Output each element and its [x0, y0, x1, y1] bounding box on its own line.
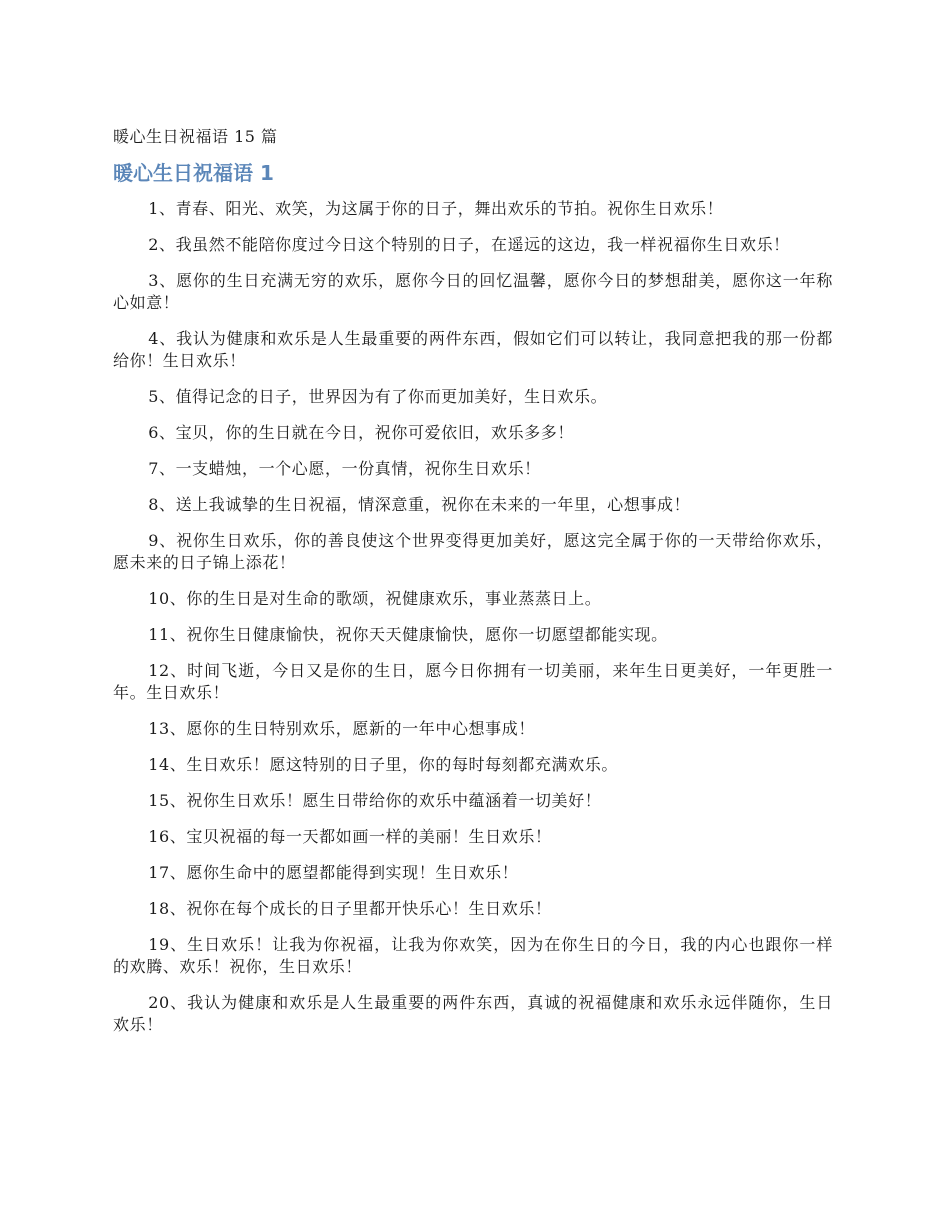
document-title: 暖心生日祝福语 15 篇 — [113, 127, 278, 146]
paragraph-6: 6、宝贝，你的生日就在今日，祝你可爱依旧，欢乐多多！ — [148, 423, 574, 442]
paragraph-10: 10、你的生日是对生命的歌颂，祝健康欢乐，事业蒸蒸日上。 — [148, 589, 602, 608]
section-heading: 暖心生日祝福语 1 — [113, 161, 274, 185]
paragraph-12: 12、时间飞逝，今日又是你的生日，愿今日你拥有一切美丽，来年生日更美好，一年更胜一年。生日欢乐！ — [113, 661, 833, 702]
paragraph-2: 2、我虽然不能陪你度过今日这个特别的日子，在遥远的这边，我一样祝福你生日欢乐！ — [148, 235, 790, 254]
document-page — [113, 126, 833, 1050]
paragraph-8: 8、送上我诚挚的生日祝福，情深意重，祝你在未来的一年里，心想事成！ — [148, 495, 691, 514]
paragraph-5: 5、值得记念的日子，世界因为有了你而更加美好，生日欢乐。 — [148, 387, 608, 406]
paragraph-14: 14、生日欢乐！愿这特别的日子里，你的每时每刻都充满欢乐。 — [148, 755, 618, 774]
paragraph-15: 15、祝你生日欢乐！愿生日带给你的欢乐中蕴涵着一切美好！ — [148, 791, 602, 810]
paragraph-20: 20、我认为健康和欢乐是人生最重要的两件东西，真诚的祝福健康和欢乐永远伴随你，生日欢乐！ — [113, 993, 833, 1034]
paragraph-18: 18、祝你在每个成长的日子里都开快乐心！生日欢乐！ — [148, 899, 552, 918]
paragraph-7: 7、一支蜡烛，一个心愿，一份真情，祝你生日欢乐！ — [148, 459, 541, 478]
paragraph-11: 11、祝你生日健康愉快，祝你天天健康愉快，愿你一切愿望都能实现。 — [148, 625, 668, 644]
paragraph-19: 19、生日欢乐！让我为你祝福，让我为你欢笑，因为在你生日的今日，我的内心也跟你一样的欢腾、欢乐！祝你，生日欢乐！ — [113, 935, 833, 976]
paragraph-16: 16、宝贝祝福的每一天都如画一样的美丽！生日欢乐！ — [148, 827, 552, 846]
paragraph-9: 9、祝你生日欢乐，你的善良使这个世界变得更加美好，愿这完全属于你的一天带给你欢乐，愿未来的日子锦上添花！ — [113, 531, 833, 572]
paragraph-4: 4、我认为健康和欢乐是人生最重要的两件东西，假如它们可以转让，我同意把我的那一份都给你！生日欢乐！ — [113, 329, 833, 370]
paragraph-13: 13、愿你的生日特别欢乐，愿新的一年中心想事成！ — [148, 719, 535, 738]
paragraph-1: 1、青春、阳光、欢笑，为这属于你的日子，舞出欢乐的节拍。祝你生日欢乐！ — [148, 199, 724, 218]
paragraph-3: 3、愿你的生日充满无穷的欢乐，愿你今日的回忆温馨，愿你今日的梦想甜美，愿你这一年称心如意！ — [113, 271, 833, 312]
paragraph-17: 17、愿你生命中的愿望都能得到实现！生日欢乐！ — [148, 863, 519, 882]
